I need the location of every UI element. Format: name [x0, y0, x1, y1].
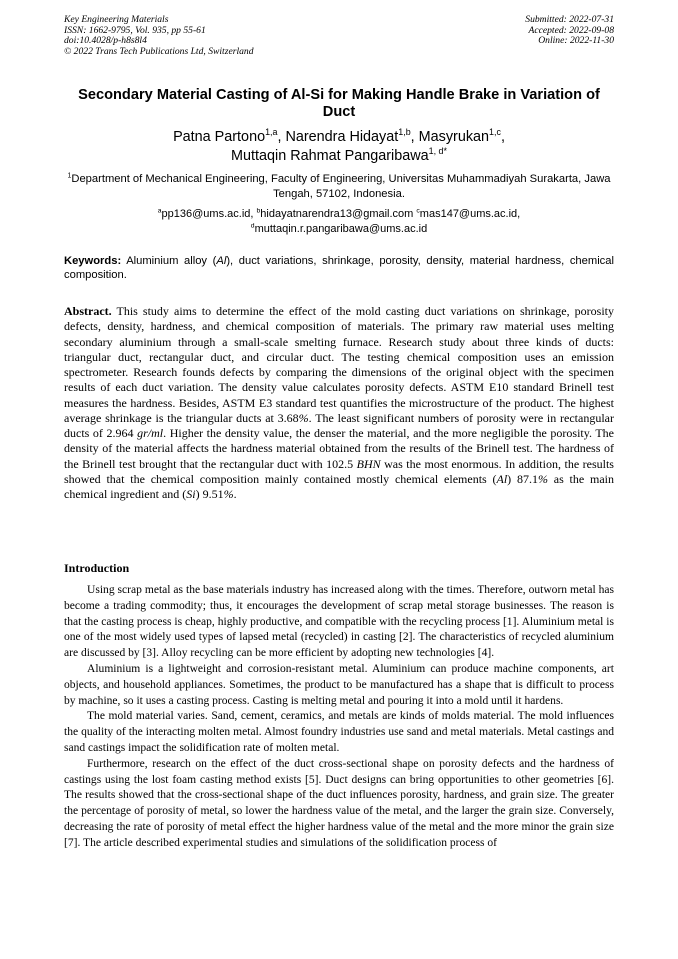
issn-line: ISSN: 1662-9795, Vol. 935, pp 55-61 — [64, 24, 206, 36]
email-mark: d — [250, 221, 255, 229]
affiliation-text: Department of Mechanical Engineering, Faculty of Engineering, Universitas Muhammadiyah Surakarta, Jawa Tengah, 57102, Indonesia. — [71, 173, 611, 200]
author-separator: , — [410, 129, 419, 145]
author-affiliation-mark: 1,c — [489, 127, 501, 138]
abstract-italic: % — [298, 410, 309, 425]
keywords — [64, 254, 614, 282]
abstract-text: was the most enormous. In addition, the results showed that the chemical composition mainly contained mostly chemical elements ( — [64, 456, 614, 486]
email-mark: c — [416, 207, 420, 215]
abstract-text: . Higher the density value, the denser the material, and the more negligible the porosity. The density of the material affects the hardness material obtained from the results of the Brinell test. The hardness of the Brinell test brought that the rectangular duct with 102.5 — [64, 426, 614, 471]
paragraph: The mold material varies. Sand, cement, ceramics, and metals are kinds of molds material. The mold influences the quality of the interacting molten metal. Almost foundry industries use sand and metal materials. Metal castings and sand castings impact the solidification rate of molten metal. — [64, 710, 614, 754]
journal-header-right — [525, 15, 614, 47]
author-separator: , — [277, 129, 286, 145]
author-separator: , — [500, 129, 505, 145]
abstract-text: ) 9.51 — [195, 487, 224, 501]
author-affiliation-mark: 1,a — [265, 127, 278, 138]
abstract-text: . — [233, 487, 237, 501]
abstract-italic: Si — [186, 487, 196, 501]
author-emails — [64, 207, 614, 236]
abstract — [64, 304, 614, 502]
email-mark: a — [157, 207, 162, 215]
abstract-text: . The least significant numbers of porosity were in rectangular ducts of 2.964 — [64, 410, 614, 440]
journal-header-left — [64, 15, 254, 57]
introduction-body — [64, 583, 614, 852]
abstract-italic: % — [537, 471, 548, 486]
copyright-line: © 2022 Trans Tech Publications Ltd, Switzerland — [64, 45, 254, 57]
abstract-italic: gr/ml — [137, 426, 164, 440]
author-affiliation-mark: 1, d* — [428, 146, 447, 157]
keywords-text: ), duct variations, shrinkage, porosity, density, material hardness, chemical composition. — [64, 255, 614, 281]
abstract-text: ) 87.1 — [507, 471, 538, 486]
email-mark: b — [256, 207, 261, 215]
paragraph: Aluminium is a lightweight and corrosion-resistant metal. Aluminium can produce machine components, art objects, and household appliances. Sometimes, the product to be manufactured has a shape that is difficult to process by machine, so it uses a casting process. Casting is melting metal and pouring it into a mold until it hardens. — [64, 662, 614, 707]
submitted-date: Submitted: 2022-07-31 — [525, 14, 614, 25]
affiliation — [64, 172, 614, 202]
keywords-label: Keywords: — [64, 255, 122, 267]
paragraph: Furthermore, research on the effect of the duct cross-sectional shape on porosity defects and the hardness of castings using the lost foam casting method exists [5]. Duct designs can bring opportunities to other geometries [6]. The results showed that the cross-sectional shape of the duct influences porosity, hardness, and grain size. The greater the percentage of porosity of metal, so lower the hardness value of the metal, and the larger the grain size. Conversely, decreasing the rate of porosity of metal effect the higher hardness value of the metal and the more minor the grain size [7]. The article described experimental studies and simulations of the solidification process of — [64, 757, 614, 849]
author-name: Patna Partono — [173, 129, 266, 145]
abstract-text: as the main chemical ingredient and ( — [64, 471, 614, 501]
email: hidayatnarendra13@gmail.com — [260, 208, 417, 220]
keywords-italic: Al — [216, 255, 227, 267]
journal-name: Key Engineering Materials — [64, 14, 169, 25]
abstract-label: Abstract. — [64, 304, 112, 318]
email: mas147@ums.ac.id, — [419, 208, 521, 220]
author-affiliation-mark: 1,b — [398, 127, 411, 138]
affiliation-mark: 1 — [67, 172, 72, 180]
email: muttaqin.r.pangaribawa@ums.ac.id — [254, 222, 428, 235]
author-name: Muttaqin Rahmat Pangaribawa — [231, 148, 429, 164]
author-name: Masyrukan — [418, 129, 490, 145]
doi-line: doi:10.4028/p-h8s8l4 — [64, 35, 147, 47]
accepted-date: Accepted: 2022-09-08 — [528, 24, 614, 36]
abstract-text: This study aims to determine the effect of the mold casting duct variations on shrinkage, porosity defects, density, hardness, and chemical composition of materials. The primary raw material uses melting secondary aluminium through a small-scale smelting furnace. Research study about three kinds of ducts: triangular duct, rectangular duct, and circular duct. The testing chemical composition uses an emission spectrometer. Research founds defects by comparing the dimensions of the original object with the specimen results of each duct variation. The density value calculates porosity defects. ASTM E10 standard Brinell test measures the hardness. Besides, ASTM E3 standard test quantifies the microstructure of the product. The highest average shrinkage is the triangular ducts at 3.68 — [64, 304, 614, 425]
email: pp136@ums.ac.id, — [161, 208, 257, 220]
author-name: Narendra Hidayat — [285, 129, 399, 145]
abstract-italic: Al — [496, 471, 508, 486]
online-date: Online: 2022-11-30 — [538, 35, 614, 47]
section-heading: Introduction — [64, 561, 130, 575]
keywords-text: Aluminium alloy ( — [121, 255, 217, 267]
paragraph: Using scrap metal as the base materials industry has increased along with the times. Therefore, outworn metal has become a trading commodity; thus, it encourages the development of scrap metal storage businesses. The reason is that the casting process is cheap, highly productive, and compatible with the recycling process [1]. Aluminium metal is one of the most widely used types of lapsed metal (recycled) in casting [2]. The characteristics of recycled aluminium are discussed by [3]. Alloy recycling can be more efficient by adopting new technologies [4]. — [64, 584, 614, 660]
abstract-italic: BHN — [356, 456, 381, 471]
paper-title: Secondary Material Casting of Al-Si for Making Handle Brake in Variation of Duct — [78, 87, 600, 120]
abstract-italic: % — [223, 487, 234, 501]
author-list — [64, 128, 614, 166]
